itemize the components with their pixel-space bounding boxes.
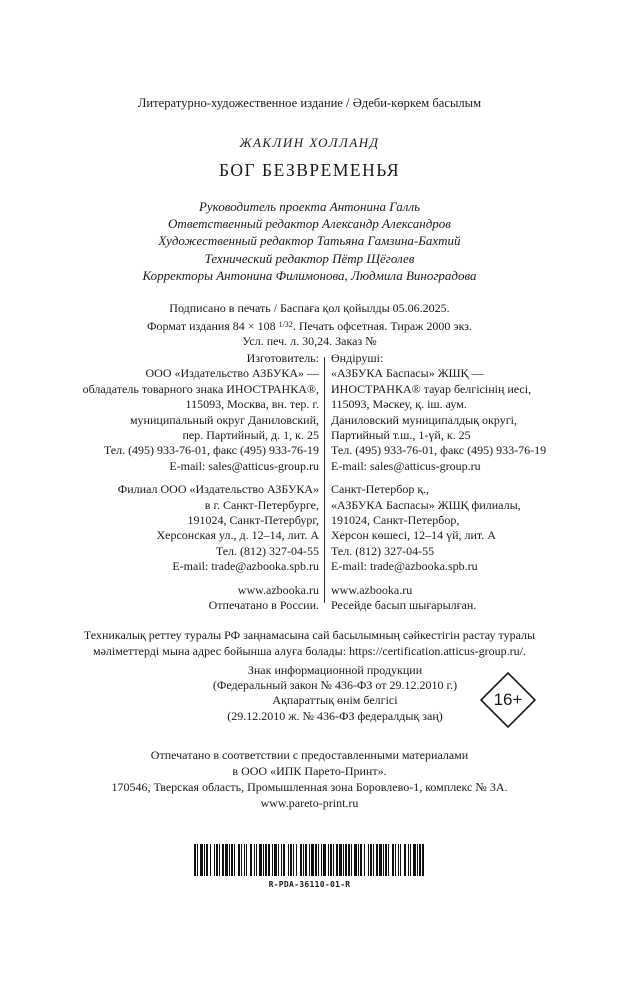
- format-b: . Печать офсетная. Тираж 2000 экз.: [292, 318, 472, 333]
- ru-line: www.azbooka.ru: [237, 582, 319, 597]
- ru-line: Филиал ООО «Издательство АЗБУКА»: [117, 482, 319, 497]
- printer-line: Отпечатано в соответствии с предоставленными материалами: [150, 748, 469, 762]
- format-a: Формат издания 84 × 108: [147, 318, 279, 333]
- ru-line: 191024, Санкт-Петербург,: [187, 513, 319, 528]
- info-sign-line: Знак информационной продукции: [247, 663, 423, 677]
- credit-line: Ответственный редактор Александр Александров: [168, 216, 451, 232]
- printer-line: 170546, Тверская область, Промышленная зона Боровлево-1, комплекс № 3А.: [111, 780, 508, 794]
- ru-line: в г. Санкт-Петербурге,: [204, 497, 319, 512]
- info-sign-block: [205, 663, 465, 724]
- regulation-line: мәліметтерді мына адрес бойынша алуға болады: https://certification.atticus-group.ru/.: [92, 644, 526, 658]
- kz-line: Санкт-Петербор қ.,: [331, 482, 430, 497]
- manufacturer-kz-column: [331, 351, 546, 614]
- ru-line: муниципальный округ Даниловский,: [129, 412, 319, 427]
- ru-line: Отпечатано в России.: [208, 598, 319, 613]
- regulation-line: Техникалық реттеу туралы РФ заңнамасына сай басылымның сәйкестігін растау туралы: [83, 628, 536, 642]
- info-sign-line: Ақпараттық өнім белгісі: [272, 693, 398, 708]
- print-info-block: [0, 301, 619, 350]
- kz-line: «АЗБУКА Баспасы» ЖШҚ филиалы,: [331, 497, 521, 512]
- format-line: [0, 317, 619, 335]
- info-sign-line: (Федеральный закон № 436-ФЗ от 29.12.2010 г.): [212, 678, 458, 693]
- kz-line: Өндіруші:: [331, 351, 384, 365]
- barcode-label: R-PDA-36110-01-R: [268, 880, 351, 889]
- kz-line: 191024, Санкт-Петербор,: [331, 513, 460, 528]
- ru-line: E-mail: sales@atticus-group.ru: [169, 458, 319, 473]
- ru-line: Тел. (495) 933-76-01, факс (495) 933-76-19: [103, 443, 319, 458]
- credit-line: Руководитель проекта Антонина Галль: [198, 199, 421, 214]
- printer-line: в ООО «ИПК Парето-Принт».: [232, 764, 387, 778]
- kz-line: Тел. (812) 327-04-55: [331, 543, 435, 558]
- kz-line: «АЗБУКА Баспасы» ЖШҚ —: [331, 366, 484, 381]
- age-rating-label: 16+: [493, 690, 523, 709]
- author-name: ЖАКЛИН ХОЛЛАНД: [239, 135, 380, 150]
- signed-line: Подписано в печать / Баспаға қол қойылды 05.06.2025.: [169, 301, 450, 315]
- sheets-line: Усл. печ. л. 30,24. Заказ №: [242, 334, 377, 348]
- barcode-icon: [194, 844, 426, 876]
- kz-line: Партийный т.ш., 1-үй, к. 25: [331, 428, 471, 443]
- credit-line: Корректоры Антонина Филимонова, Людмила Виноградова: [142, 267, 477, 283]
- printer-block: [0, 747, 619, 811]
- credits-block: [0, 198, 619, 284]
- ru-line: E-mail: trade@azbooka.spb.ru: [172, 559, 319, 574]
- info-sign-line: (29.12.2010 ж. № 436-ФЗ федералдық заң): [227, 708, 443, 723]
- ru-line: 115093, Москва, вн. тер. г.: [185, 397, 319, 412]
- kz-line: Даниловский муниципалдық округі,: [331, 412, 517, 427]
- kz-line: Тел. (495) 933-76-01, факс (495) 933-76-19: [331, 443, 547, 458]
- series-line: Литературно-художественное издание / Әдеби-көркем басылым: [137, 96, 482, 110]
- kz-line: E-mail: trade@azbooka.spb.ru: [331, 559, 478, 574]
- kz-line: E-mail: sales@atticus-group.ru: [331, 458, 481, 473]
- kz-line: Ресейде басып шығарылған.: [331, 598, 477, 613]
- kz-line: ИНОСТРАНКА® тауар белгісінің иесі,: [331, 381, 532, 396]
- ru-line: Изготовитель:: [246, 351, 319, 365]
- book-title: БОГ БЕЗВРЕМЕНЬЯ: [218, 160, 401, 180]
- ru-line: Тел. (812) 327-04-55: [215, 543, 319, 558]
- kz-line: Херсон көшесі, 12–14 үй, лит. А: [331, 528, 496, 543]
- age-rating-badge: [480, 672, 536, 728]
- ru-line: пер. Партийный, д. 1, к. 25: [182, 428, 319, 443]
- regulation-note: [0, 627, 619, 659]
- format-fraction: 1/32: [278, 319, 293, 329]
- credit-line: Художественный редактор Татьяна Гамзина-Бахтий: [158, 233, 461, 249]
- ru-line: Херсонская ул., д. 12–14, лит. А: [156, 528, 319, 543]
- credit-line: Технический редактор Пётр Щёголев: [204, 250, 415, 266]
- manufacturer-ru-column: [83, 351, 319, 614]
- column-divider: [324, 357, 325, 603]
- kz-line: www.azbooka.ru: [331, 582, 413, 597]
- ru-line: обладатель товарного знака ИНОСТРАНКА®,: [82, 381, 319, 396]
- ru-line: ООО «Издательство АЗБУКА» —: [145, 366, 319, 381]
- printer-line: www.pareto-print.ru: [260, 796, 359, 810]
- kz-line: 115093, Мәскеу, қ. іш. аум.: [331, 397, 467, 412]
